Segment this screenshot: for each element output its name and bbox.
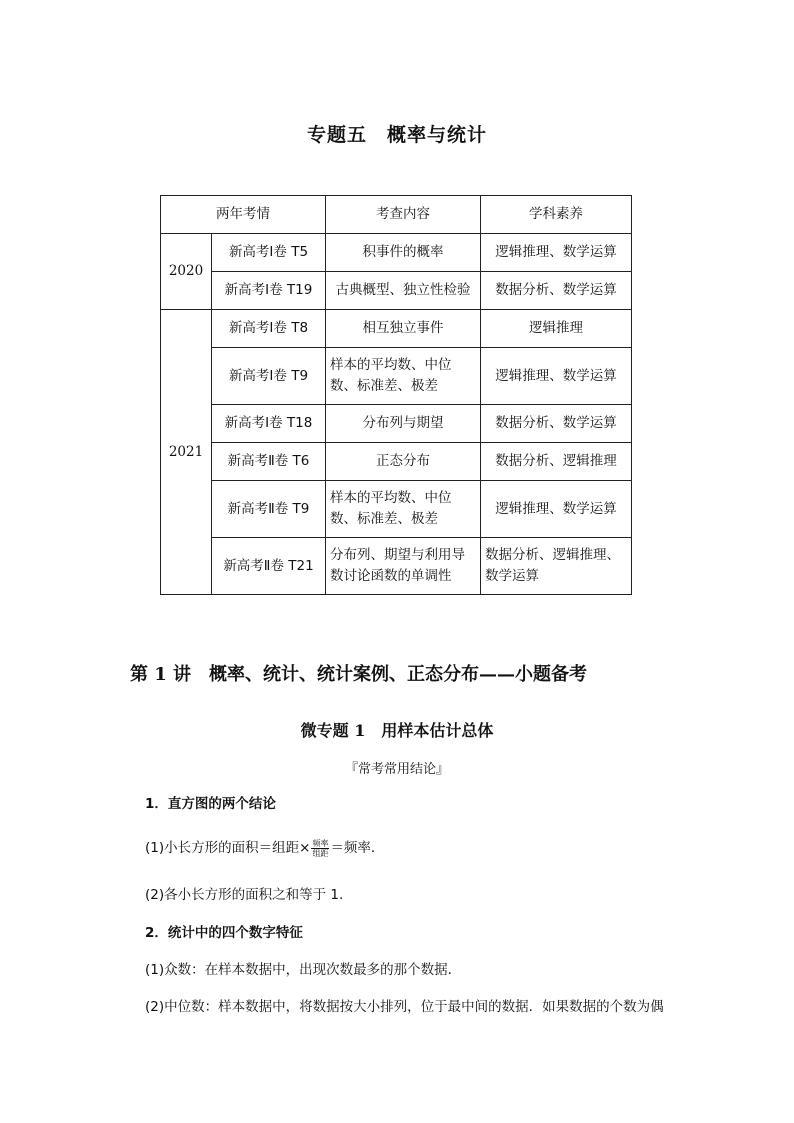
table-row bbox=[161, 443, 632, 481]
section-heading: 2．统计中的四个数字特征 bbox=[145, 925, 303, 941]
table-row bbox=[161, 538, 632, 595]
paragraph bbox=[145, 836, 384, 858]
column-header: 考查内容 bbox=[326, 196, 481, 234]
literacy-cell: 逻辑推理 bbox=[481, 310, 632, 348]
table-row bbox=[161, 481, 632, 538]
content-cell: 相互独立事件 bbox=[326, 310, 481, 348]
content-cell: 样本的平均数、中位数、标准差、极差 bbox=[326, 348, 481, 405]
literacy-cell: 逻辑推理、数学运算 bbox=[481, 234, 632, 272]
paragraph: (2)中位数：样本数据中，将数据按大小排列，位于最中间的数据．如果数据的个数为偶 bbox=[145, 999, 664, 1015]
fraction-numerator: 频率 bbox=[312, 838, 329, 848]
table-row bbox=[161, 310, 632, 348]
lecture-title: 第 1 讲 概率、统计、统计案例、正态分布——小题备考 bbox=[130, 664, 588, 685]
content-cell: 古典概型、独立性检验 bbox=[326, 272, 481, 310]
exam-cell: 新高考Ⅱ卷 T21 bbox=[212, 538, 326, 595]
content-cell: 分布列与期望 bbox=[326, 405, 481, 443]
exam-analysis-table bbox=[160, 195, 632, 595]
literacy-cell: 数据分析、逻辑推理 bbox=[481, 443, 632, 481]
table-row bbox=[161, 348, 632, 405]
exam-cell: 新高考Ⅰ卷 T5 bbox=[212, 234, 326, 272]
exam-cell: 新高考Ⅰ卷 T9 bbox=[212, 348, 326, 405]
table-row bbox=[161, 234, 632, 272]
table-row bbox=[161, 405, 632, 443]
formula-section-header: 『常考常用结论』 bbox=[344, 762, 449, 777]
exam-cell: 新高考Ⅰ卷 T18 bbox=[212, 405, 326, 443]
column-header: 学科素养 bbox=[481, 196, 632, 234]
exam-cell: 新高考Ⅰ卷 T19 bbox=[212, 272, 326, 310]
column-header: 两年考情 bbox=[161, 196, 326, 234]
content-cell: 样本的平均数、中位数、标准差、极差 bbox=[326, 481, 481, 538]
literacy-cell: 数据分析、数学运算 bbox=[481, 272, 632, 310]
section-heading: 1．直方图的两个结论 bbox=[145, 796, 276, 812]
fraction bbox=[311, 839, 329, 858]
year-cell: 2021 bbox=[161, 310, 212, 595]
text-span: (1)小长方形的面积＝组距× bbox=[145, 840, 311, 856]
table-row bbox=[161, 272, 632, 310]
fraction-denominator: 组距 bbox=[312, 848, 329, 858]
literacy-cell: 逻辑推理、数学运算 bbox=[481, 481, 632, 538]
year-cell: 2020 bbox=[161, 234, 212, 310]
exam-cell: 新高考Ⅰ卷 T8 bbox=[212, 310, 326, 348]
literacy-cell: 数据分析、数学运算 bbox=[481, 405, 632, 443]
page-title: 专题五 概率与统计 bbox=[306, 124, 487, 146]
content-cell: 分布列、期望与利用导数讨论函数的单调性 bbox=[326, 538, 481, 595]
content-cell: 正态分布 bbox=[326, 443, 481, 481]
table-header-row bbox=[161, 196, 632, 234]
paragraph: (2)各小长方形的面积之和等于 1. bbox=[145, 887, 344, 903]
text-span: ＝频率． bbox=[330, 840, 385, 856]
exam-cell: 新高考Ⅱ卷 T9 bbox=[212, 481, 326, 538]
literacy-cell: 逻辑推理、数学运算 bbox=[481, 348, 632, 405]
content-cell: 积事件的概率 bbox=[326, 234, 481, 272]
literacy-cell: 数据分析、逻辑推理、数学运算 bbox=[481, 538, 632, 595]
topic-title: 微专题 1 用样本估计总体 bbox=[300, 721, 494, 740]
paragraph: (1)众数：在样本数据中，出现次数最多的那个数据． bbox=[145, 962, 462, 978]
exam-cell: 新高考Ⅱ卷 T6 bbox=[212, 443, 326, 481]
